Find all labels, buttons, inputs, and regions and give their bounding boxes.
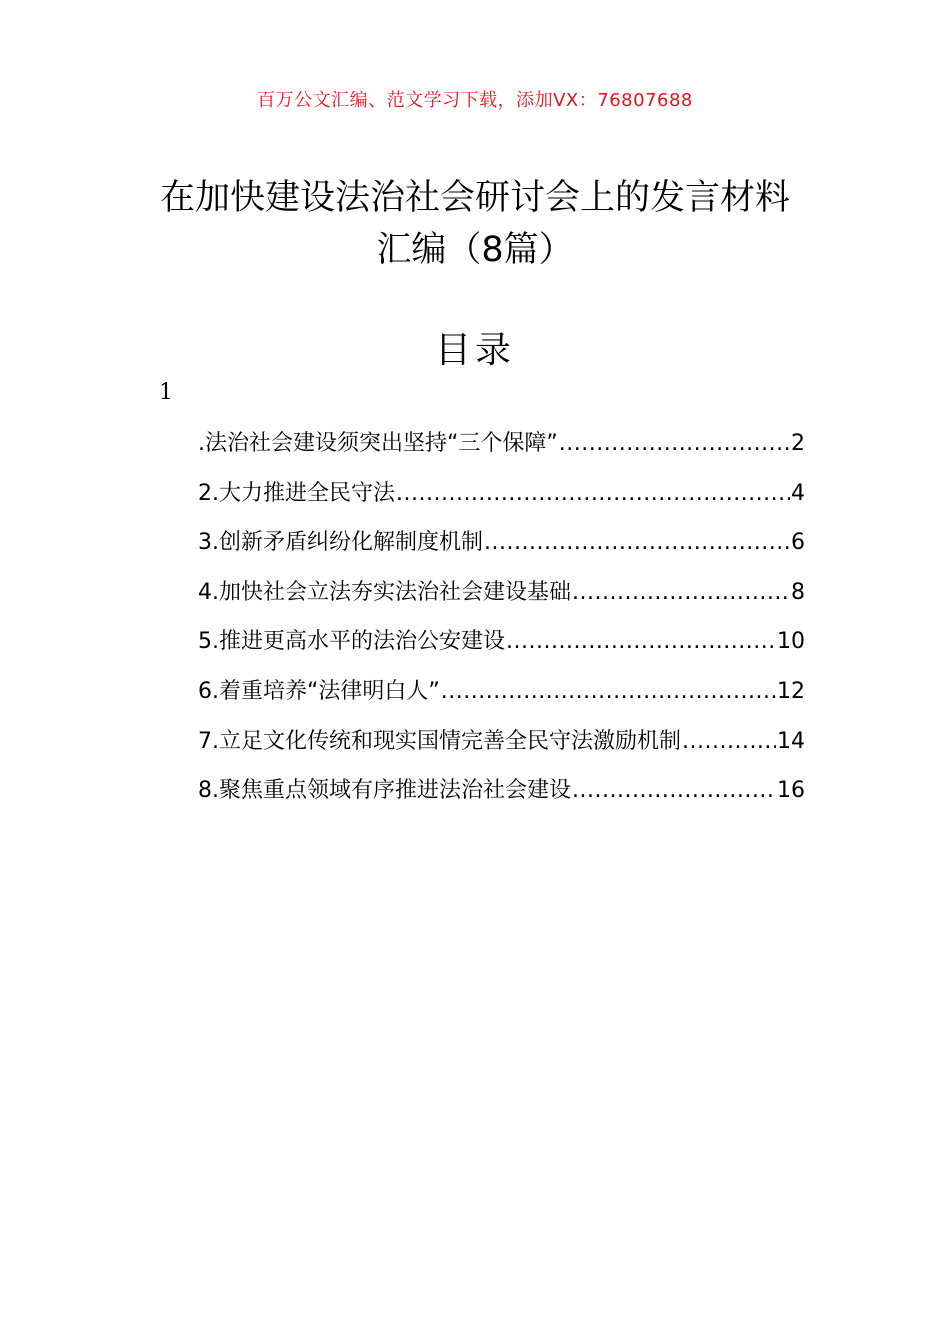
toc-page-number: 16 bbox=[777, 778, 805, 804]
toc-entry-title: 6.着重培养“法律明白人” bbox=[198, 678, 440, 704]
toc-dot-leader bbox=[441, 672, 776, 712]
toc-entry-title: 4.加快社会立法夯实法治社会建设基础 bbox=[198, 579, 571, 605]
toc-entry-3[interactable] bbox=[198, 523, 805, 573]
toc-dot-leader bbox=[396, 474, 790, 514]
toc-entry-title: 3.创新矛盾纠纷化解制度机制 bbox=[198, 530, 483, 556]
toc-heading: 目录 bbox=[434, 330, 515, 371]
promo-header-note: 百万公文汇编、范文学习下载，添加VX：76807688 bbox=[257, 90, 693, 111]
toc-entry-title: 7.立足文化传统和现实国情完善全民守法激励机制 bbox=[198, 728, 681, 754]
toc-page-number: 12 bbox=[777, 678, 805, 704]
toc-entry-7[interactable] bbox=[198, 722, 805, 772]
toc-entry-4[interactable] bbox=[198, 573, 805, 623]
toc-entry-title: 5.推进更高水平的法治公安建设 bbox=[198, 629, 505, 655]
toc-entry-5[interactable] bbox=[198, 622, 805, 672]
toc-dot-leader bbox=[572, 771, 776, 811]
toc-entry-8[interactable] bbox=[198, 771, 805, 821]
toc-page-number: 4 bbox=[791, 480, 805, 506]
toc-dot-leader bbox=[572, 573, 790, 613]
toc-entry-title: 8.聚焦重点领域有序推进法治社会建设 bbox=[198, 778, 571, 804]
document-title-line-1: 在加快建设法治社会研讨会上的发言材料 bbox=[159, 178, 790, 218]
document-title-line-2: 汇编（8篇） bbox=[376, 230, 574, 270]
stray-list-number: 1 bbox=[159, 380, 173, 405]
toc-dot-leader bbox=[484, 523, 790, 563]
toc-dot-leader bbox=[559, 424, 790, 464]
toc-dot-leader bbox=[506, 622, 776, 662]
toc-entry-title: 2.大力推进全民守法 bbox=[198, 480, 395, 506]
toc-page-number: 6 bbox=[791, 530, 805, 556]
toc-dot-leader bbox=[682, 722, 776, 762]
toc-page-number: 8 bbox=[791, 579, 805, 605]
toc-page-number: 14 bbox=[777, 728, 805, 754]
document-title bbox=[0, 172, 950, 276]
table-of-contents bbox=[198, 424, 805, 821]
toc-entry-title: .法治社会建设须突出坚持“三个保障” bbox=[198, 431, 558, 456]
toc-entry-2[interactable] bbox=[198, 474, 805, 524]
toc-page-number: 10 bbox=[777, 629, 805, 655]
toc-page-number: 2 bbox=[791, 431, 805, 456]
toc-entry-6[interactable] bbox=[198, 672, 805, 722]
toc-entry-1[interactable] bbox=[198, 424, 805, 474]
